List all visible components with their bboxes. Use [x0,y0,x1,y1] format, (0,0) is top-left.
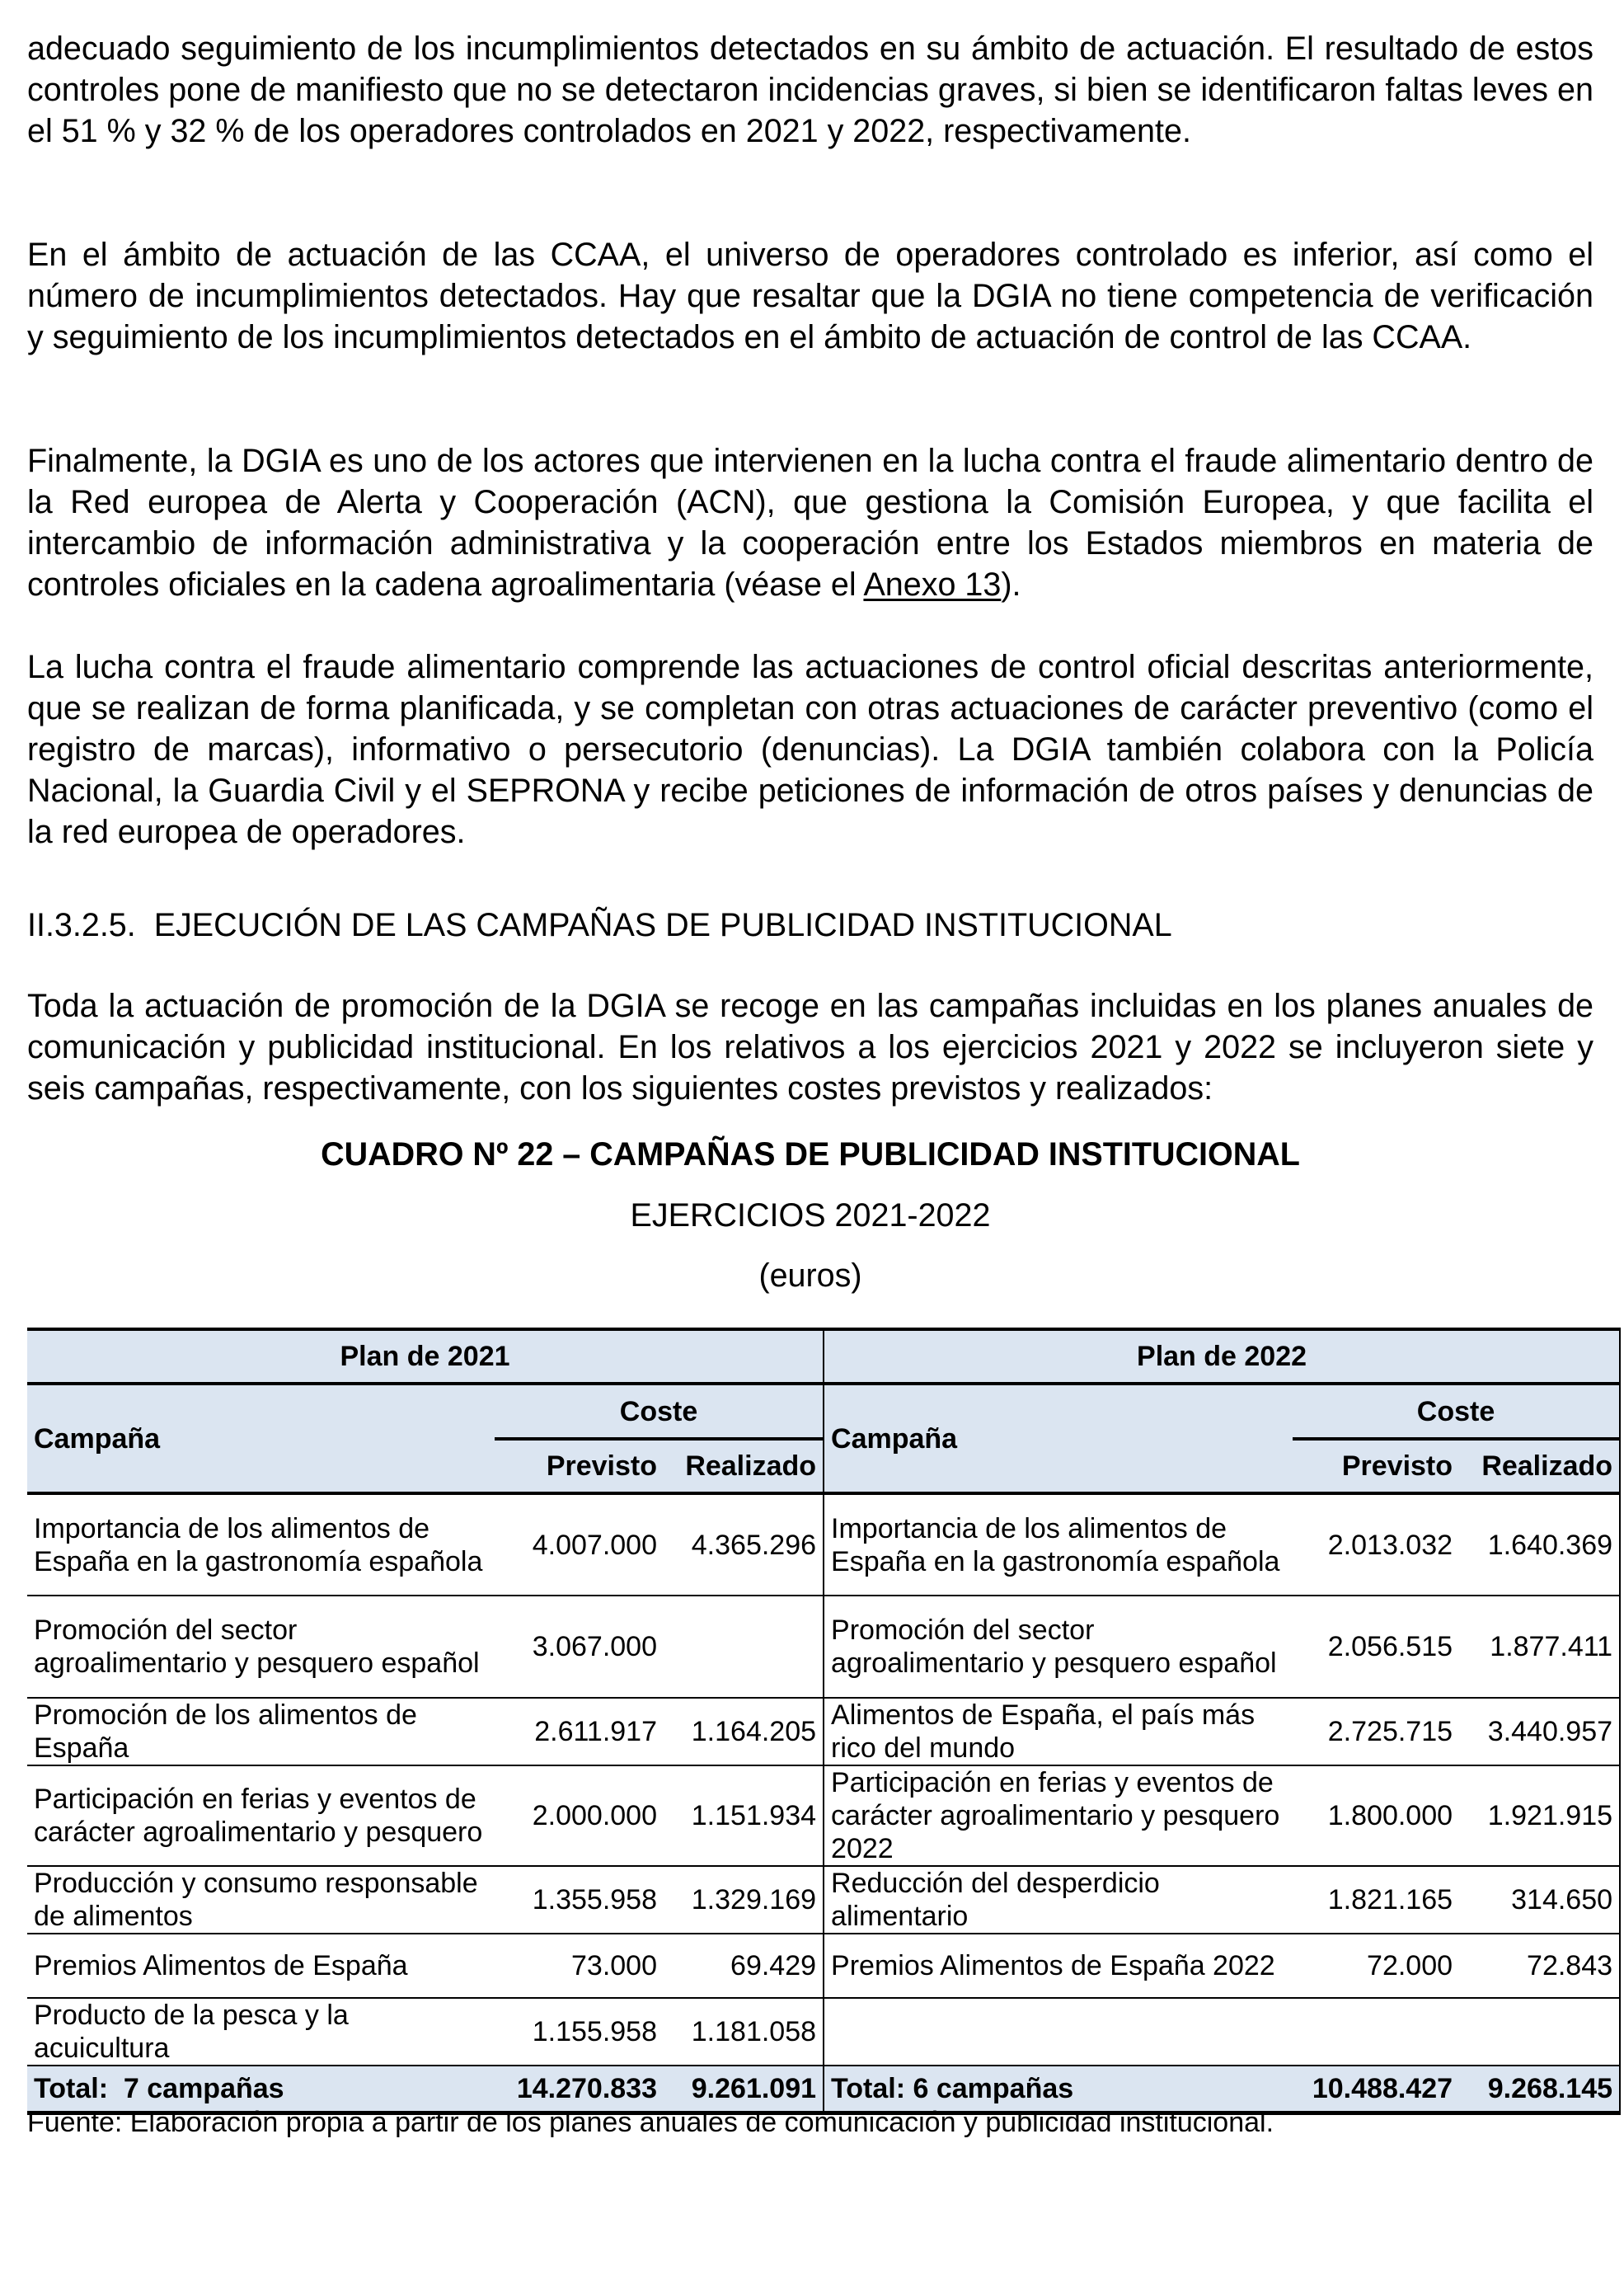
campaign-2022-name: Promoción del sector agroalimentario y pesquero español [824,1596,1293,1698]
previsto-2022-header: Previsto [1293,1439,1459,1493]
campaign-2022-previsto: 2.056.515 [1293,1596,1459,1698]
campaign-2022-realizado: 72.843 [1459,1934,1620,1998]
total-2021-realizado: 9.261.091 [664,2066,824,2113]
campana-2022-header: Campaña [824,1384,1293,1493]
section-heading: II.3.2.5. EJECUCIÓN DE LAS CAMPAÑAS DE PUBLICIDAD INSTITUCIONAL [27,907,1172,943]
campaign-2022-name [824,1998,1293,2066]
campaign-2022-name: Alimentos de España, el país más rico del mundo [824,1698,1293,1765]
campaign-2022-realizado [1459,1998,1620,2066]
campaign-2021-realizado: 1.181.058 [664,1998,824,2066]
campaign-2021-name: Promoción de los alimentos de España [27,1698,495,1765]
table-row [27,1493,1620,1596]
coste-header-row [27,1384,1620,1439]
plan-2021-header: Plan de 2021 [27,1329,824,1384]
coste-2021-header: Coste [495,1384,824,1439]
table-units: (euros) [758,1257,862,1294]
campaign-2021-realizado [664,1596,824,1698]
coste-2022-header: Coste [1293,1384,1620,1439]
table-row [27,1698,1620,1765]
table-subtitle: EJERCICIOS 2021-2022 [630,1197,991,1234]
campaign-2022-realizado: 1.640.369 [1459,1493,1620,1596]
campaign-2022-previsto [1293,1998,1459,2066]
table-row [27,1934,1620,1998]
campaign-2021-realizado: 4.365.296 [664,1493,824,1596]
campaign-2021-previsto: 2.611.917 [495,1698,664,1765]
anexo-13-link[interactable]: Anexo 13 [863,566,1002,603]
realizado-2021-header: Realizado [664,1439,824,1493]
campaign-2022-name: Premios Alimentos de España 2022 [824,1934,1293,1998]
campana-2021-header: Campaña [27,1384,495,1493]
campaign-2021-previsto: 3.067.000 [495,1596,664,1698]
total-2022-previsto: 10.488.427 [1293,2066,1459,2113]
total-2021-label: Total: 7 campañas [27,2066,495,2113]
table-row [27,1866,1620,1934]
campaign-2021-realizado: 1.164.205 [664,1698,824,1765]
campaign-2021-previsto: 73.000 [495,1934,664,1998]
paragraph-control-results: adecuado seguimiento de los incumplimientos detectados en su ámbito de actuación. El resultado de estos controles pone de manifiesto que no se detectaron incidencias graves, si bien se identificaron faltas leves en el 51 % y 32 % de los operadores controlados en 2021 y 2022, respectivamente. [27,31,1593,149]
campaign-2022-previsto: 2.725.715 [1293,1698,1459,1765]
paragraph-acn-text: Finalmente, la DGIA es uno de los actores que intervienen en la lucha contra el fraude alimentario dentro de la Red europea de Alerta y Cooperación (ACN), que gestiona la Comisión Europea, y que facilita el intercambio de información administrativa y la cooperación entre los Estados miembros en materia de controles oficiales en la cadena agroalimentaria (véase el [27,443,1593,603]
campaign-2021-realizado: 69.429 [664,1934,824,1998]
campaign-2021-previsto: 1.155.958 [495,1998,664,2066]
total-2021-previsto: 14.270.833 [495,2066,664,2113]
campaign-2022-name: Participación en ferias y eventos de carácter agroalimentario y pesquero 2022 [824,1765,1293,1866]
campaigns-table [27,1328,1621,2115]
campaign-2021-name: Premios Alimentos de España [27,1934,495,1998]
campaign-2022-previsto: 1.800.000 [1293,1765,1459,1866]
campaign-2022-name: Reducción del desperdicio alimentario [824,1866,1293,1934]
campaign-2021-previsto: 4.007.000 [495,1493,664,1596]
campaign-2021-name: Producto de la pesca y la acuicultura [27,1998,495,2066]
paragraph-food-fraud: La lucha contra el fraude alimentario comprende las actuaciones de control oficial descritas anteriormente, que se realizan de forma planificada, y se completan con otras actuaciones de carácter preventivo (como el registro de marcas), informativo o persecutorio (denuncias). La DGIA también colabora con la Policía Nacional, la Guardia Civil y el SEPRONA y recibe peticiones de información de otros países y denuncias de la red europea de operadores. [27,649,1593,850]
campaign-2021-name: Participación en ferias y eventos de carácter agroalimentario y pesquero [27,1765,495,1866]
table-title: CUADRO Nº 22 – CAMPAÑAS DE PUBLICIDAD INSTITUCIONAL [321,1136,1300,1173]
campaign-2022-name: Importancia de los alimentos de España en la gastronomía española [824,1493,1293,1596]
campaign-2022-previsto: 72.000 [1293,1934,1459,1998]
campaign-2022-realizado: 3.440.957 [1459,1698,1620,1765]
campaign-2022-previsto: 2.013.032 [1293,1493,1459,1596]
table-row [27,1765,1620,1866]
plan-header-row [27,1329,1620,1384]
table-row [27,1998,1620,2066]
plan-2022-header: Plan de 2022 [824,1329,1620,1384]
table-row [27,1596,1620,1698]
previsto-2021-header: Previsto [495,1439,664,1493]
campaign-2022-previsto: 1.821.165 [1293,1866,1459,1934]
campaign-2022-realizado: 1.877.411 [1459,1596,1620,1698]
campaign-2021-name: Producción y consumo responsable de alimentos [27,1866,495,1934]
realizado-2022-header: Realizado [1459,1439,1620,1493]
total-2022-realizado: 9.268.145 [1459,2066,1620,2113]
paragraph-acn-tail: ). [1001,566,1021,603]
paragraph-ccaa-scope: En el ámbito de actuación de las CCAA, el universo de operadores controlado es inferior, así como el número de incumplimientos detectados. Hay que resaltar que la DGIA no tiene competencia de verificación y seguimiento de los incumplimientos detectados en el ámbito de actuación de control de las CCAA. [27,237,1593,355]
campaign-2021-name: Importancia de los alimentos de España en la gastronomía española [27,1493,495,1596]
campaign-2021-realizado: 1.151.934 [664,1765,824,1866]
campaign-2022-realizado: 1.921.915 [1459,1765,1620,1866]
campaign-2021-realizado: 1.329.169 [664,1866,824,1934]
campaign-2021-previsto: 1.355.958 [495,1866,664,1934]
paragraph-campaigns-intro: Toda la actuación de promoción de la DGIA se recoge en las campañas incluidas en los planes anuales de comunicación y publicidad institucional. En los relativos a los ejercicios 2021 y 2022 se incluyeron siete y seis campañas, respectivamente, con los siguientes costes previstos y realizados: [27,988,1593,1107]
table-source-note: Fuente: Elaboración propia a partir de los planes anuales de comunicación y publicidad institucional. [27,2107,1274,2138]
campaign-2021-name: Promoción del sector agroalimentario y pesquero español [27,1596,495,1698]
campaign-2021-previsto: 2.000.000 [495,1765,664,1866]
campaign-2022-realizado: 314.650 [1459,1866,1620,1934]
total-2022-label: Total: 6 campañas [824,2066,1293,2113]
paragraph-acn-network [27,440,1593,605]
